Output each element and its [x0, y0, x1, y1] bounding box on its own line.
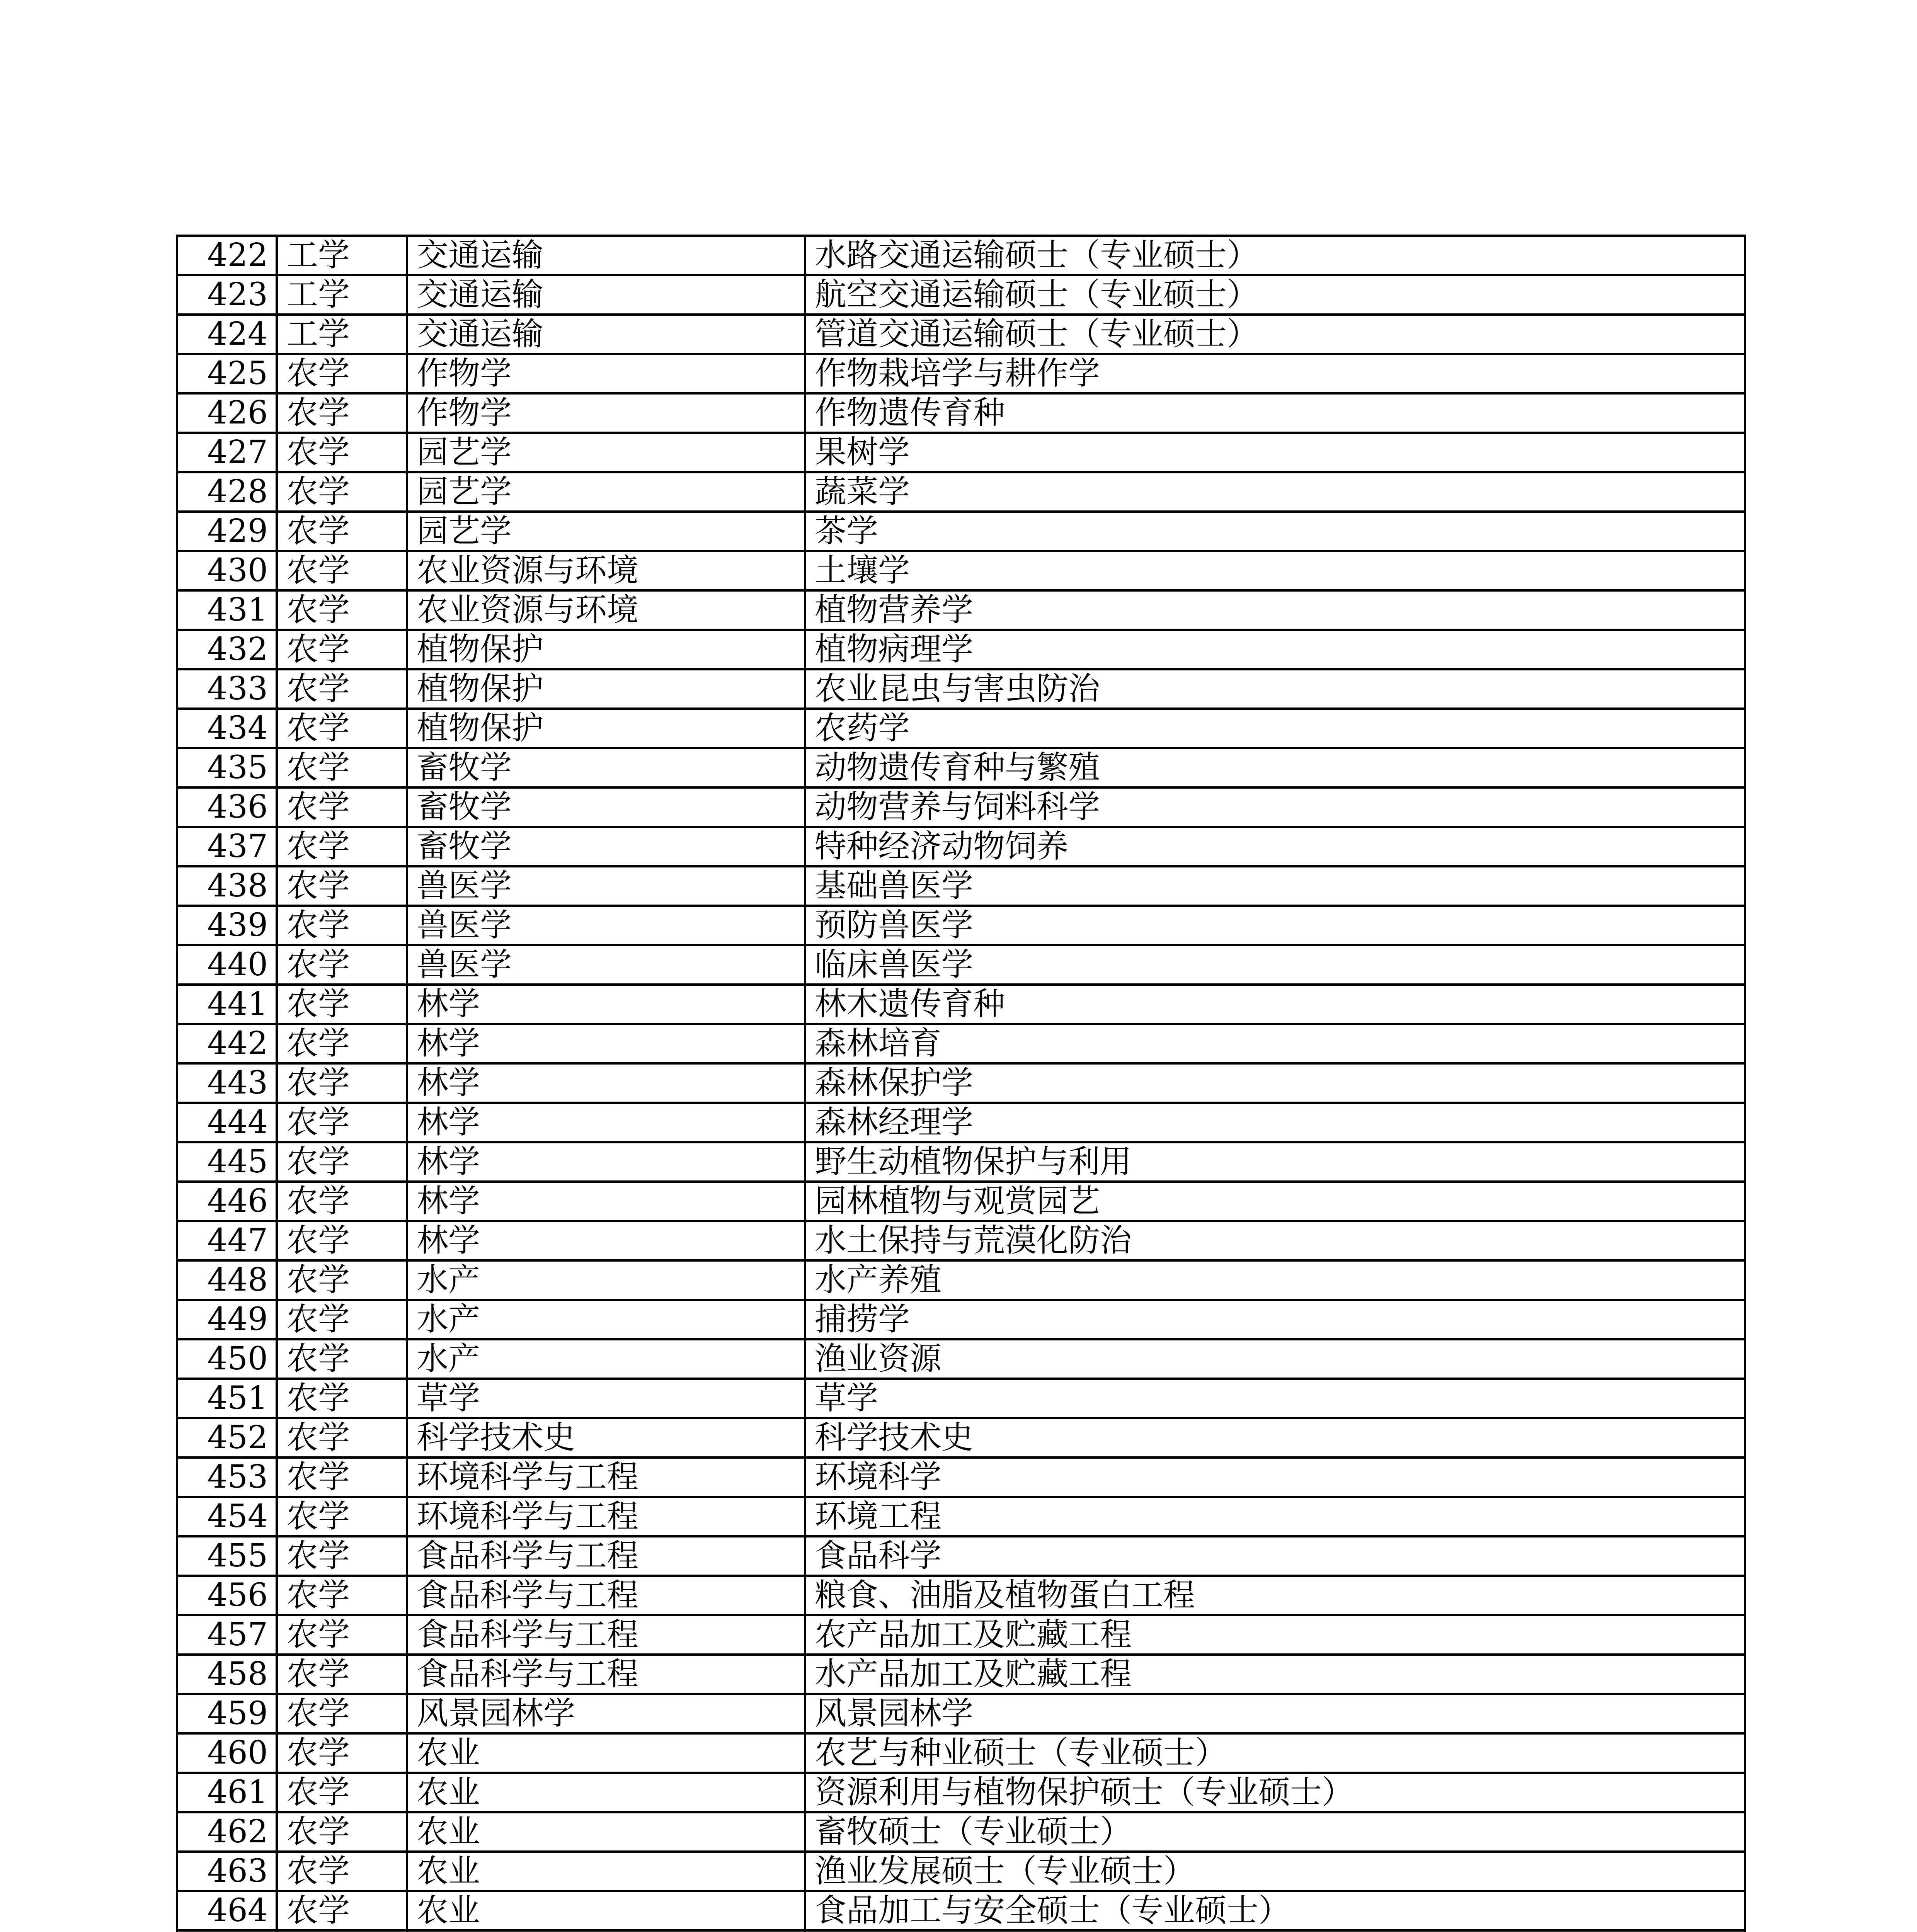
category-cell: 农学 [277, 433, 407, 472]
discipline-cell: 交通运输 [407, 236, 805, 275]
discipline-cell: 食品科学与工程 [407, 1576, 805, 1615]
row-number-cell: 437 [177, 827, 277, 866]
row-number-cell: 450 [177, 1339, 277, 1379]
table-row [177, 1733, 1745, 1773]
major-cell: 渔业资源 [805, 1339, 1745, 1379]
row-number-cell: 461 [177, 1773, 277, 1812]
major-cell [805, 1930, 1745, 1932]
row-number-cell: 459 [177, 1694, 277, 1733]
category-cell: 农学 [277, 669, 407, 709]
discipline-cell: 科学技术史 [407, 1418, 805, 1458]
category-cell: 农学 [277, 709, 407, 748]
table-row [177, 433, 1745, 472]
table-row [177, 1221, 1745, 1260]
discipline-cell: 环境科学与工程 [407, 1497, 805, 1536]
table-row [177, 1260, 1745, 1300]
discipline-cell: 林学 [407, 1182, 805, 1221]
row-number-cell: 452 [177, 1418, 277, 1458]
row-number-cell: 438 [177, 866, 277, 906]
discipline-cell: 交通运输 [407, 275, 805, 315]
major-cell: 农药学 [805, 709, 1745, 748]
table-row [177, 1694, 1745, 1733]
major-cell: 基础兽医学 [805, 866, 1745, 906]
category-cell: 农学 [277, 1655, 407, 1694]
discipline-cell: 水产 [407, 1260, 805, 1300]
table-row [177, 1063, 1745, 1103]
major-cell: 果树学 [805, 433, 1745, 472]
row-number-cell: 458 [177, 1655, 277, 1694]
table-row [177, 945, 1745, 985]
table-row [177, 1536, 1745, 1576]
major-cell: 土壤学 [805, 551, 1745, 590]
category-cell: 农学 [277, 512, 407, 551]
category-cell: 农学 [277, 354, 407, 393]
category-cell: 农学 [277, 1103, 407, 1142]
major-cell: 蔬菜学 [805, 472, 1745, 512]
major-cell: 食品加工与安全硕士（专业硕士） [805, 1891, 1745, 1930]
category-cell: 农学 [277, 472, 407, 512]
category-cell: 农学 [277, 1418, 407, 1458]
category-cell: 农学 [277, 1221, 407, 1260]
discipline-cell: 食品科学与工程 [407, 1536, 805, 1576]
discipline-cell: 植物保护 [407, 669, 805, 709]
row-number-cell: 446 [177, 1182, 277, 1221]
major-cell: 农业昆虫与害虫防治 [805, 669, 1745, 709]
table-row [177, 1458, 1745, 1497]
category-cell: 农学 [277, 630, 407, 669]
discipline-cell: 风景园林学 [407, 1694, 805, 1733]
major-cell: 特种经济动物饲养 [805, 827, 1745, 866]
table-row [177, 551, 1745, 590]
table-row [177, 1142, 1745, 1182]
category-cell: 农学 [277, 1812, 407, 1852]
discipline-cell: 农业资源与环境 [407, 551, 805, 590]
discipline-cell: 水产 [407, 1300, 805, 1339]
major-cell: 森林培育 [805, 1024, 1745, 1063]
row-number-cell: 447 [177, 1221, 277, 1260]
table-row [177, 630, 1745, 669]
row-number-cell: 429 [177, 512, 277, 551]
major-cell: 环境科学 [805, 1458, 1745, 1497]
discipline-cell: 农业 [407, 1773, 805, 1812]
discipline-cell: 交通运输 [407, 315, 805, 354]
row-number-cell: 464 [177, 1891, 277, 1930]
discipline-cell: 林学 [407, 1103, 805, 1142]
category-cell: 农学 [277, 1260, 407, 1300]
row-number-cell: 431 [177, 590, 277, 630]
table-row [177, 1891, 1745, 1930]
major-cell: 植物病理学 [805, 630, 1745, 669]
row-number-cell: 430 [177, 551, 277, 590]
category-cell [277, 1930, 407, 1932]
category-cell: 农学 [277, 1379, 407, 1418]
category-cell: 工学 [277, 275, 407, 315]
category-cell: 农学 [277, 985, 407, 1024]
row-number-cell: 441 [177, 985, 277, 1024]
discipline-cell: 环境科学与工程 [407, 1458, 805, 1497]
major-cell: 森林经理学 [805, 1103, 1745, 1142]
row-number-cell: 463 [177, 1852, 277, 1891]
table-row [177, 669, 1745, 709]
major-cell: 食品科学 [805, 1536, 1745, 1576]
discipline-cell: 林学 [407, 1063, 805, 1103]
category-cell: 农学 [277, 945, 407, 985]
table-row [177, 275, 1745, 315]
table-row [177, 1339, 1745, 1379]
major-cell: 临床兽医学 [805, 945, 1745, 985]
category-cell: 农学 [277, 1852, 407, 1891]
row-number-cell: 424 [177, 315, 277, 354]
major-cell: 野生动植物保护与利用 [805, 1142, 1745, 1182]
major-cell: 植物营养学 [805, 590, 1745, 630]
major-cell: 动物遗传育种与繁殖 [805, 748, 1745, 787]
major-cell: 作物栽培学与耕作学 [805, 354, 1745, 393]
major-cell: 作物遗传育种 [805, 393, 1745, 433]
discipline-cell: 农业 [407, 1733, 805, 1773]
category-cell: 农学 [277, 1576, 407, 1615]
row-number-cell: 456 [177, 1576, 277, 1615]
row-number-cell: 443 [177, 1063, 277, 1103]
major-cell: 林木遗传育种 [805, 985, 1745, 1024]
discipline-cell: 植物保护 [407, 709, 805, 748]
table-row [177, 985, 1745, 1024]
category-cell: 农学 [277, 906, 407, 945]
major-cell: 园林植物与观赏园艺 [805, 1182, 1745, 1221]
discipline-cell: 食品科学与工程 [407, 1655, 805, 1694]
row-number-cell: 439 [177, 906, 277, 945]
category-cell: 农学 [277, 1891, 407, 1930]
major-cell: 粮食、油脂及植物蛋白工程 [805, 1576, 1745, 1615]
category-cell: 农学 [277, 1694, 407, 1733]
major-cell: 动物营养与饲料科学 [805, 787, 1745, 827]
row-number-cell: 433 [177, 669, 277, 709]
table-row [177, 827, 1745, 866]
discipline-cell: 园艺学 [407, 433, 805, 472]
table-row [177, 1497, 1745, 1536]
category-cell: 工学 [277, 236, 407, 275]
discipline-cell: 兽医学 [407, 866, 805, 906]
discipline-cell: 作物学 [407, 354, 805, 393]
major-cell: 农产品加工及贮藏工程 [805, 1615, 1745, 1655]
discipline-cell: 植物保护 [407, 630, 805, 669]
table-row [177, 1812, 1745, 1852]
category-cell: 农学 [277, 748, 407, 787]
category-cell: 农学 [277, 1142, 407, 1182]
table-row [177, 512, 1745, 551]
discipline-cell: 草学 [407, 1379, 805, 1418]
major-cell: 环境工程 [805, 1497, 1745, 1536]
category-cell: 农学 [277, 1300, 407, 1339]
row-number-cell: 448 [177, 1260, 277, 1300]
row-number-cell: 462 [177, 1812, 277, 1852]
table-row [177, 906, 1745, 945]
discipline-cell: 食品科学与工程 [407, 1615, 805, 1655]
category-cell: 农学 [277, 1063, 407, 1103]
category-cell: 农学 [277, 1733, 407, 1773]
row-number-cell: 426 [177, 393, 277, 433]
discipline-cell: 园艺学 [407, 512, 805, 551]
table-row [177, 236, 1745, 275]
discipline-cell [407, 1930, 805, 1932]
row-number-cell: 453 [177, 1458, 277, 1497]
table-row [177, 1615, 1745, 1655]
discipline-cell: 作物学 [407, 393, 805, 433]
table-row [177, 1576, 1745, 1615]
row-number-cell: 425 [177, 354, 277, 393]
major-cell: 水产养殖 [805, 1260, 1745, 1300]
category-cell: 农学 [277, 866, 407, 906]
table-row [177, 1103, 1745, 1142]
row-number-cell: 454 [177, 1497, 277, 1536]
row-number-cell: 422 [177, 236, 277, 275]
category-cell: 农学 [277, 1182, 407, 1221]
discipline-cell: 畜牧学 [407, 787, 805, 827]
major-cell: 畜牧硕士（专业硕士） [805, 1812, 1745, 1852]
row-number-cell: 445 [177, 1142, 277, 1182]
table-row [177, 472, 1745, 512]
table-row [177, 1852, 1745, 1891]
major-cell: 科学技术史 [805, 1418, 1745, 1458]
row-number-cell: 428 [177, 472, 277, 512]
table-row [177, 1379, 1745, 1418]
category-cell: 农学 [277, 787, 407, 827]
major-cell: 预防兽医学 [805, 906, 1745, 945]
category-cell: 农学 [277, 1536, 407, 1576]
row-number-cell: 423 [177, 275, 277, 315]
category-cell: 农学 [277, 393, 407, 433]
category-cell: 农学 [277, 1024, 407, 1063]
row-number-cell: 442 [177, 1024, 277, 1063]
discipline-cell: 农业 [407, 1812, 805, 1852]
row-number-cell: 455 [177, 1536, 277, 1576]
discipline-cell: 林学 [407, 1221, 805, 1260]
table-row [177, 1930, 1745, 1932]
table-row [177, 1182, 1745, 1221]
table-row [177, 354, 1745, 393]
row-number-cell: 434 [177, 709, 277, 748]
table-row [177, 315, 1745, 354]
category-cell: 农学 [277, 827, 407, 866]
major-cell: 水土保持与荒漠化防治 [805, 1221, 1745, 1260]
row-number-cell [177, 1930, 277, 1932]
row-number-cell: 457 [177, 1615, 277, 1655]
table-row [177, 866, 1745, 906]
table-row [177, 709, 1745, 748]
category-cell: 工学 [277, 315, 407, 354]
category-cell: 农学 [277, 551, 407, 590]
table-row [177, 1024, 1745, 1063]
row-number-cell: 432 [177, 630, 277, 669]
table-row [177, 787, 1745, 827]
major-cell: 水产品加工及贮藏工程 [805, 1655, 1745, 1694]
row-number-cell: 451 [177, 1379, 277, 1418]
category-cell: 农学 [277, 590, 407, 630]
major-cell: 渔业发展硕士（专业硕士） [805, 1852, 1745, 1891]
major-cell: 森林保护学 [805, 1063, 1745, 1103]
major-cell: 捕捞学 [805, 1300, 1745, 1339]
row-number-cell: 436 [177, 787, 277, 827]
row-number-cell: 427 [177, 433, 277, 472]
major-cell: 风景园林学 [805, 1694, 1745, 1733]
table-row [177, 1300, 1745, 1339]
row-number-cell: 449 [177, 1300, 277, 1339]
discipline-cell: 林学 [407, 1142, 805, 1182]
discipline-cell: 林学 [407, 1024, 805, 1063]
major-cell: 茶学 [805, 512, 1745, 551]
category-cell: 农学 [277, 1615, 407, 1655]
major-cell: 草学 [805, 1379, 1745, 1418]
major-cell: 水路交通运输硕士（专业硕士） [805, 236, 1745, 275]
discipline-cell: 畜牧学 [407, 827, 805, 866]
table-row [177, 748, 1745, 787]
discipline-cell: 农业 [407, 1852, 805, 1891]
discipline-cell: 农业资源与环境 [407, 590, 805, 630]
major-cell: 资源利用与植物保护硕士（专业硕士） [805, 1773, 1745, 1812]
discipline-cell: 水产 [407, 1339, 805, 1379]
major-cell: 农艺与种业硕士（专业硕士） [805, 1733, 1745, 1773]
discipline-cell: 兽医学 [407, 945, 805, 985]
table-row [177, 1655, 1745, 1694]
table-body [177, 236, 1745, 1932]
category-cell: 农学 [277, 1497, 407, 1536]
discipline-cell: 畜牧学 [407, 748, 805, 787]
discipline-cell: 兽医学 [407, 906, 805, 945]
row-number-cell: 444 [177, 1103, 277, 1142]
row-number-cell: 435 [177, 748, 277, 787]
table-row [177, 1773, 1745, 1812]
category-cell: 农学 [277, 1458, 407, 1497]
major-cell: 管道交通运输硕士（专业硕士） [805, 315, 1745, 354]
discipline-cell: 园艺学 [407, 472, 805, 512]
table-row [177, 590, 1745, 630]
category-cell: 农学 [277, 1339, 407, 1379]
discipline-cell: 农业 [407, 1891, 805, 1930]
discipline-cell: 林学 [407, 985, 805, 1024]
row-number-cell: 460 [177, 1733, 277, 1773]
row-number-cell: 440 [177, 945, 277, 985]
category-cell: 农学 [277, 1773, 407, 1812]
table-row [177, 393, 1745, 433]
table-row [177, 1418, 1745, 1458]
discipline-table [176, 235, 1746, 1932]
major-cell: 航空交通运输硕士（专业硕士） [805, 275, 1745, 315]
